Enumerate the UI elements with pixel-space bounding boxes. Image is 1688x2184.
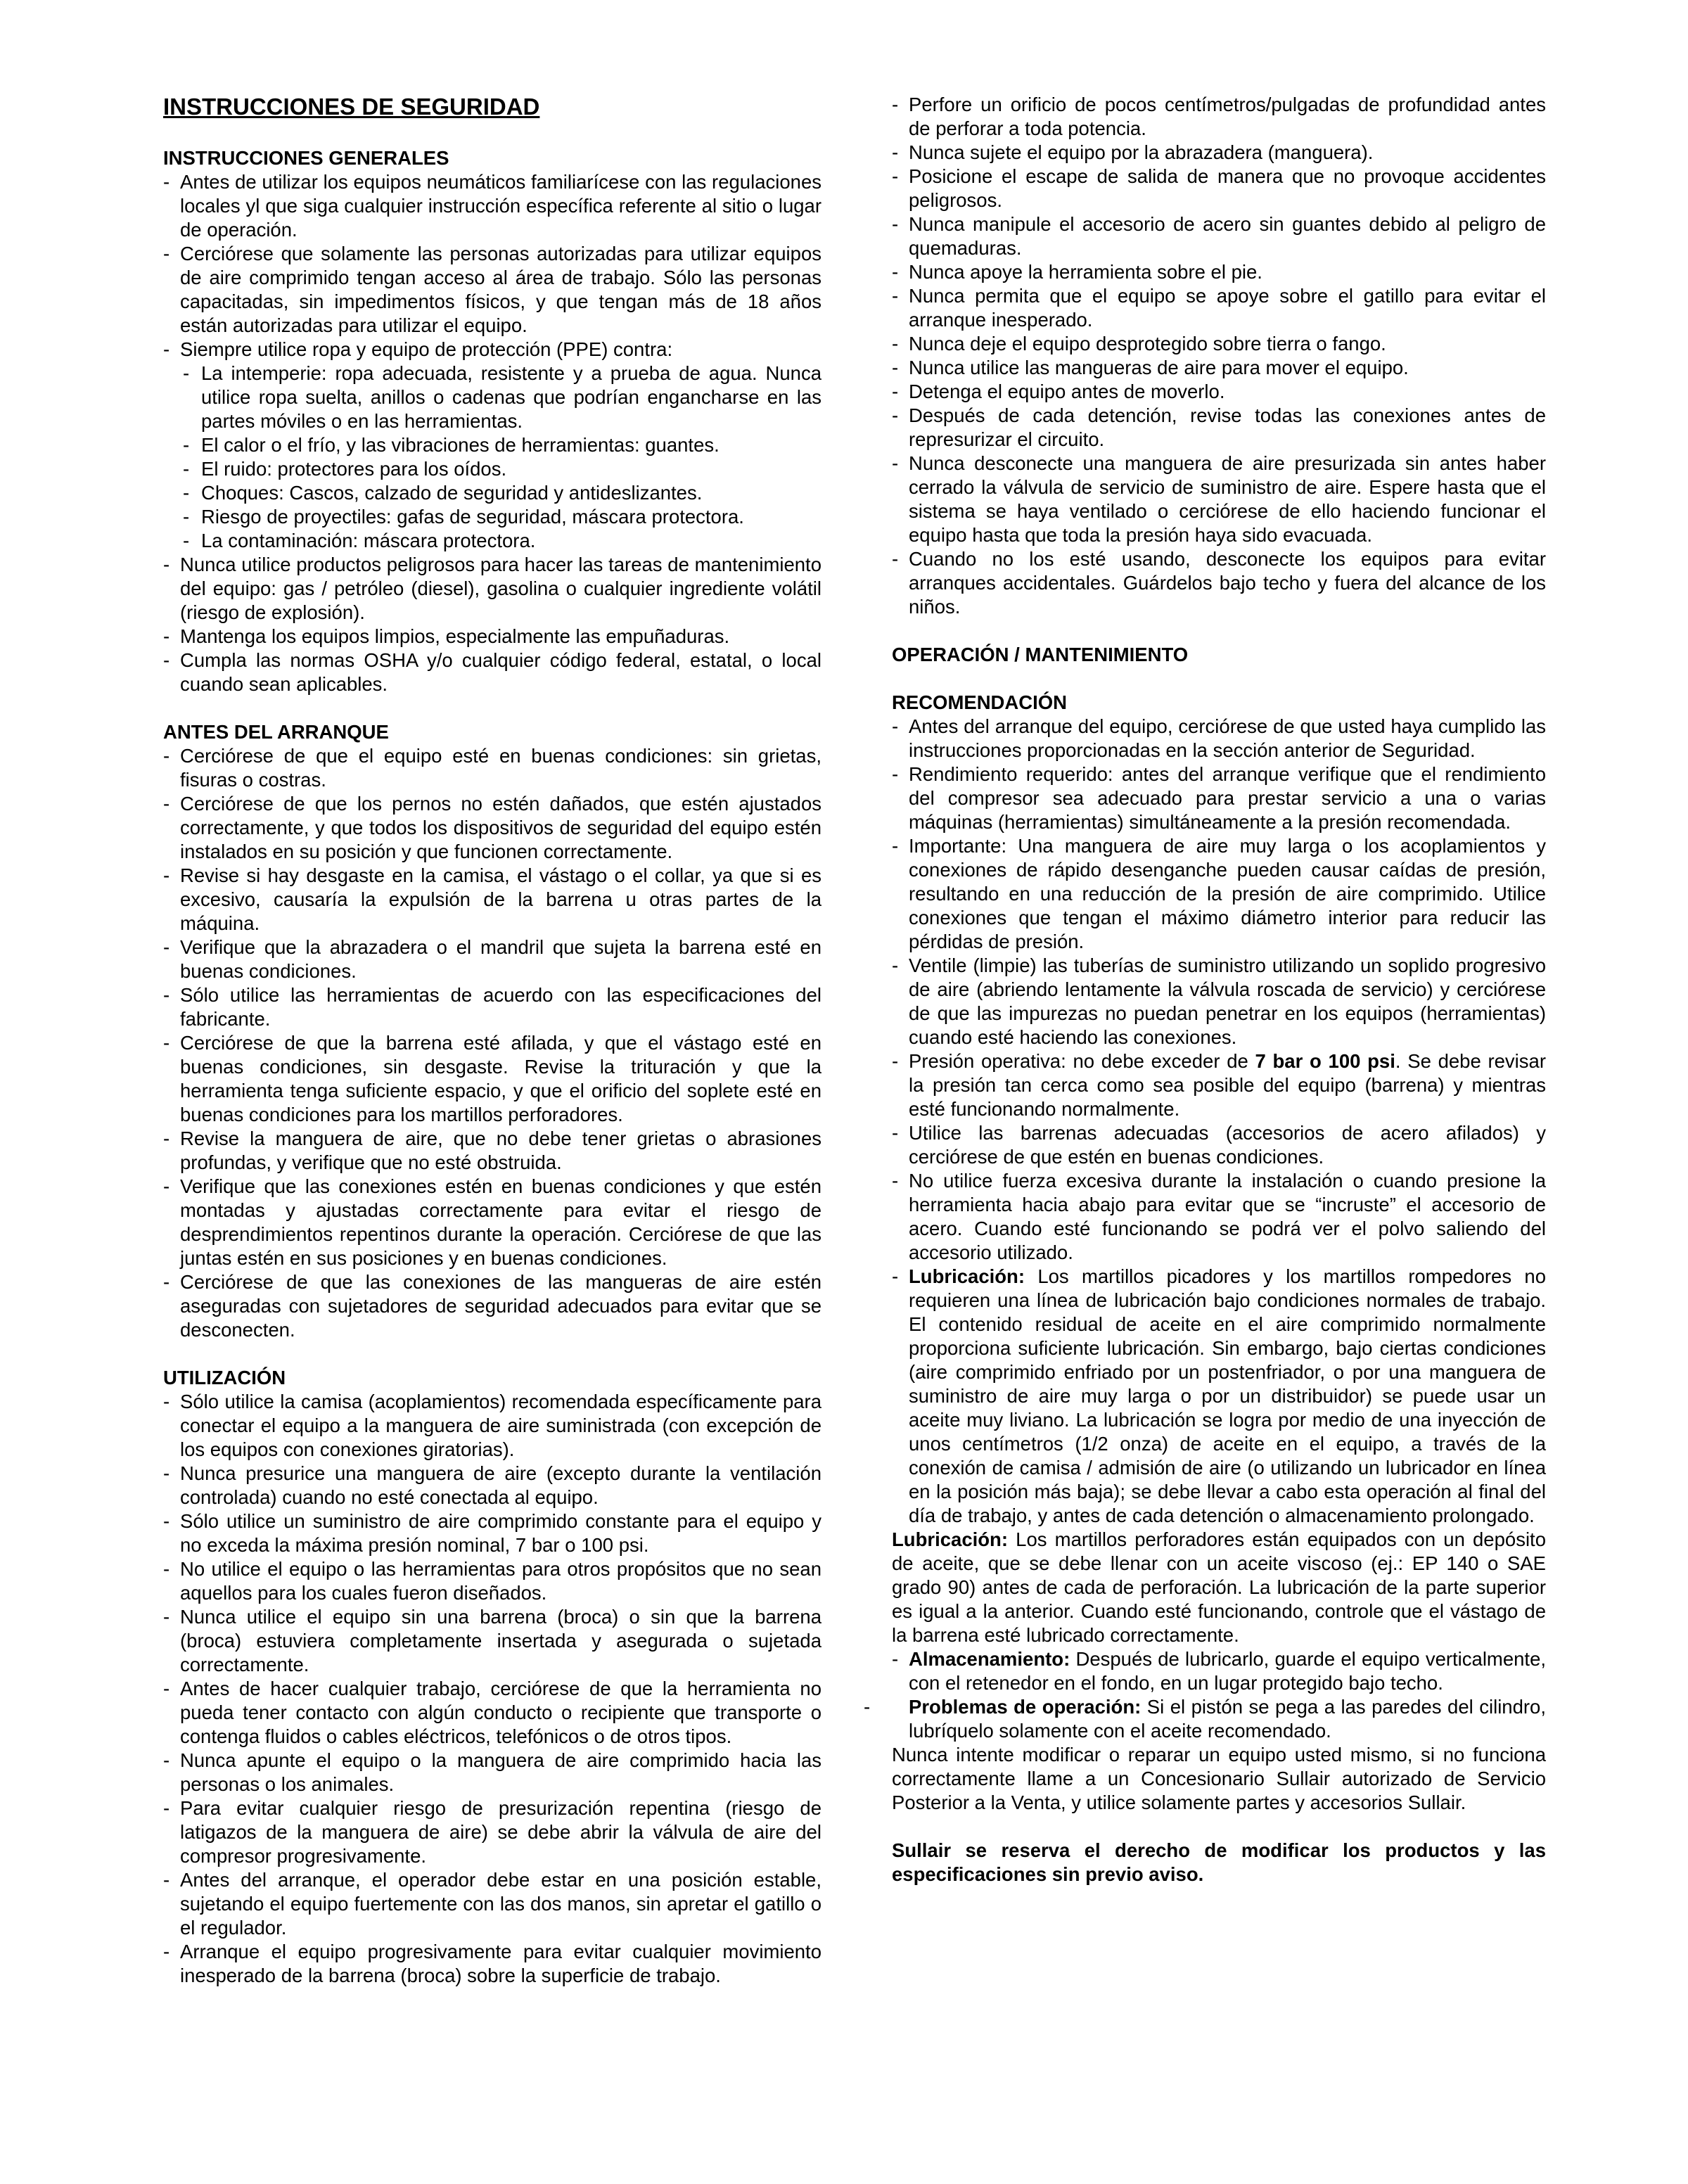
- list-item: [892, 1265, 1546, 1528]
- list-item: - Nunca manipule el accesorio de acero sin guantes debido al peligro de quemaduras.: [892, 212, 1546, 260]
- rights-notice: Sullair se reserva el derecho de modificar los productos y las especificaciones sin previo aviso.: [892, 1839, 1546, 1885]
- list-item: - Revise si hay desgaste en la camisa, el vástago o el collar, ya que si es excesivo, causaría la expulsión de la barrena u otras partes de la máquina.: [163, 864, 821, 935]
- list-item: - Cuando no los esté usando, desconecte los equipos para evitar arranques accidentales. Guárdelos bajo techo y fuera del alcance de los niños.: [892, 547, 1546, 619]
- list-item: - Perfore un orificio de pocos centímetros/pulgadas de profundidad antes de perforar a toda potencia.: [892, 93, 1546, 141]
- problems-label: Problemas de operación:: [909, 1696, 1142, 1718]
- ppe-item: - Riesgo de proyectiles: gafas de seguridad, máscara protectora.: [163, 505, 821, 529]
- use-heading: UTILIZACIÓN: [163, 1367, 286, 1388]
- list-item: - Nunca permita que el equipo se apoye sobre el gatillo para evitar el arranque inesperado.: [892, 284, 1546, 332]
- list-item: - Ventile (limpie) las tuberías de suministro utilizando un soplido progresivo de aire (abriendo lentamente la válvula roscada de servicio) y cerciórese de que las impurezas no puedan penetrar en los equipos (herramientas) cuando esté haciendo las conexiones.: [892, 954, 1546, 1049]
- list-item: [892, 1647, 1546, 1695]
- list-item: - No utilice fuerza excesiva durante la instalación o cuando presione la herramienta hacia abajo para evitar que se “incruste” el accesorio de acero. Cuando esté funcionando se podrá ver el polvo saliendo del accesorio utilizado.: [892, 1169, 1546, 1265]
- page-title: INSTRUCCIONES DE SEGURIDAD: [163, 94, 540, 120]
- before-start-heading: ANTES DEL ARRANQUE: [163, 721, 389, 743]
- list-item: - Cerciórese de que los pernos no estén dañados, que estén ajustados correctamente, y que todos los dispositivos de seguridad del equipo estén instalados en su posición y que funcionen correctamente.: [163, 792, 821, 864]
- list-item: [892, 1528, 1546, 1647]
- right-column: [892, 93, 1546, 1886]
- left-column: [163, 93, 821, 1988]
- list-item: - Importante: Una manguera de aire muy larga o los acoplamientos y conexiones de rápido desenganche pueden causar caídas de presión, resultando en una reducción de la presión de aire comprimido. Utilice conexiones que tengan el máximo diámetro interior para reducir las pérdidas de presión.: [892, 834, 1546, 954]
- list-item: - Antes de hacer cualquier trabajo, cerciórese de que la herramienta no pueda tener contacto con algún conducto o recipiente que transporte o contenga fluidos o cables eléctricos, telefónicos o de otros tipos.: [163, 1677, 821, 1749]
- list-item: - Cerciórese que solamente las personas autorizadas para utilizar equipos de aire comprimido tengan acceso al área de trabajo. Sólo las personas capacitadas, sin impedimentos físicos, y que tengan más de 18 años están autorizadas para utilizar el equipo.: [163, 242, 821, 338]
- list-item: - Verifique que la abrazadera o el mandril que sujeta la barrena esté en buenas condiciones.: [163, 935, 821, 983]
- storage-text: Después de lubricarlo, guarde el equipo verticalmente, con el retenedor en el fondo, en un lugar protegido bajo techo.: [909, 1648, 1546, 1694]
- list-item: - Después de cada detención, revise todas las conexiones antes de represurizar el circuito.: [892, 404, 1546, 452]
- list-item: - Verifique que las conexiones estén en buenas condiciones y que estén montadas y ajustadas correctamente para evitar el riesgo de desprendimientos repentinos durante la operación. Cerciórese de que las juntas estén en sus posiciones y en buenas condiciones.: [163, 1175, 821, 1270]
- list-item: - Arranque el equipo progresivamente para evitar cualquier movimiento inesperado de la barrena (broca) sobre la superficie de trabajo.: [163, 1940, 821, 1988]
- list-item: - Cerciórese de que el equipo esté en buenas condiciones: sin grietas, fisuras o costras.: [163, 744, 821, 792]
- list-item: - Utilice las barrenas adecuadas (accesorios de acero afilados) y cerciórese de que estén en buenas condiciones.: [892, 1121, 1546, 1169]
- recommendation-heading: RECOMENDACIÓN: [892, 691, 1068, 713]
- list-item: - Detenga el equipo antes de moverlo.: [892, 380, 1546, 404]
- list-item: - Cerciórese de que la barrena esté afilada, y que el vástago esté en buenas condiciones, sin desgaste. Revise la trituración y que la herramienta tenga suficiente espacio, y que el orificio del soplete esté en buenas condiciones para los martillos perforadores.: [163, 1031, 821, 1127]
- list-item: - Rendimiento requerido: antes del arranque verifique que el rendimiento del compresor sea adecuado para prestar servicio a una o varias máquinas (herramientas) simultáneamente a la presión recomendada.: [892, 762, 1546, 834]
- lubrication-label: Lubricación:: [909, 1265, 1025, 1287]
- ppe-item: - Choques: Cascos, calzado de seguridad y antideslizantes.: [163, 481, 821, 505]
- list-item: - Nunca desconecte una manguera de aire presurizada sin antes haber cerrado la válvula de servicio de suministro de aire. Espere hasta que el sistema se haya ventilado o cerciórese de ello haciendo funcionar el equipo hasta que toda la presión haya sido evacuada.: [892, 452, 1546, 547]
- list-item: - Nunca apunte el equipo o la manguera de aire comprimido hacia las personas o los animales.: [163, 1749, 821, 1796]
- lubrication-text: Los martillos picadores y los martillos rompedores no requieren una línea de lubricación bajo condiciones normales de trabajo. El contenido residual de aceite en el aire comprimido normalmente proporciona suficiente lubricación. Sin embargo, bajo ciertas condiciones (aire comprimido enfriado por un postenfriador, o por una manguera de suministro de aire muy larga o por un distribuidor) se puede usar un aceite muy liviano. La lubricación se logra por medio de una inyección de unos centímetros (1/2 onza) de aceite en el equipo, a través de la conexión de camisa / admisión de aire (o utilizando un lubricador en línea en la posición más baja); se debe llevar a cabo esta operación al final del día de trabajo, y antes de cada detención o almacenamiento prolongado.: [909, 1265, 1546, 1526]
- operation-heading: OPERACIÓN / MANTENIMIENTO: [892, 644, 1189, 665]
- list-item: - Nunca utilice las mangueras de aire para mover el equipo.: [892, 356, 1546, 380]
- list-item: - Antes de utilizar los equipos neumáticos familiarícese con las regulaciones locales yl que siga cualquier instrucción específica referente al sitio o lugar de operación.: [163, 170, 821, 242]
- ppe-item: - La intemperie: ropa adecuada, resistente y a prueba de agua. Nunca utilice ropa suelta, anillos o cadenas que podrían engancharse en las partes móviles o en las herramientas.: [163, 362, 821, 433]
- list-item: - Antes del arranque del equipo, cerciórese de que usted haya cumplido las instrucciones proporcionadas en la sección anterior de Seguridad.: [892, 715, 1546, 762]
- list-item: - Nunca deje el equipo desprotegido sobre tierra o fango.: [892, 332, 1546, 356]
- list-item: - Posicione el escape de salida de manera que no provoque accidentes peligrosos.: [892, 165, 1546, 212]
- list-item: - Para evitar cualquier riesgo de presurización repentina (riesgo de latigazos de la manguera de aire) se debe abrir la válvula de aire del compresor progresivamente.: [163, 1796, 821, 1868]
- before-start-list: [163, 744, 821, 1342]
- general-list: [163, 170, 821, 696]
- list-item: [892, 1695, 1546, 1743]
- use-list: [163, 1390, 821, 1988]
- list-item: - Sólo utilice un suministro de aire comprimido constante para el equipo y no exceda la máxima presión nominal, 7 bar o 100 psi.: [163, 1509, 821, 1557]
- problems-text: Si el pistón se pega a las paredes del cilindro, lubríquelo solamente con el aceite recomendado.: [909, 1696, 1546, 1742]
- ppe-item: - El calor o el frío, y las vibraciones de herramientas: guantes.: [163, 433, 821, 457]
- general-heading: INSTRUCCIONES GENERALES: [163, 147, 449, 169]
- list-item: - Mantenga los equipos limpios, especialmente las empuñaduras.: [163, 625, 821, 649]
- list-item: - Revise la manguera de aire, que no debe tener grietas o abrasiones profundas, y verifique que no esté obstruida.: [163, 1127, 821, 1175]
- ppe-item: - La contaminación: máscara protectora.: [163, 529, 821, 553]
- list-item: - Nunca apoye la herramienta sobre el pie.: [892, 260, 1546, 284]
- list-item: - Cumpla las normas OSHA y/o cualquier código federal, estatal, o local cuando sean aplicables.: [163, 649, 821, 696]
- lubrication2-text: Los martillos perforadores están equipados con un depósito de aceite, que se debe llenar con un aceite viscoso (ej.: EP 140 o SAE grado 90) antes de cada de perforación. La lubricación de la parte superior es igual a la anterior. Cuando esté funcionando, controle que el vástago de la barrena esté lubricado correctamente.: [892, 1528, 1546, 1646]
- storage-label: Almacenamiento:: [909, 1648, 1070, 1670]
- list-item: - Nunca presurice una manguera de aire (excepto durante la ventilación controlada) cuando no esté conectada al equipo.: [163, 1462, 821, 1509]
- list-item: [892, 1049, 1546, 1121]
- list-item: - Cerciórese de que las conexiones de las mangueras de aire estén aseguradas con sujetadores de seguridad adecuados para evitar que se desconecten.: [163, 1270, 821, 1342]
- list-item: - Antes del arranque, el operador debe estar en una posición estable, sujetando el equipo fuertemente con las dos manos, sin apretar el gatillo o el regulador.: [163, 1868, 821, 1940]
- lubrication2-label: Lubricación:: [892, 1528, 1009, 1550]
- list-item: - Sólo utilice las herramientas de acuerdo con las especificaciones del fabricante.: [163, 983, 821, 1031]
- closing-paragraph: Nunca intente modificar o reparar un equipo usted mismo, si no funciona correctamente llame a un Concesionario Sullair autorizado de Servicio Posterior a la Venta, y utilice solamente partes y accesorios Sullair.: [892, 1744, 1546, 1813]
- pressure-text-pre: Presión operativa: no debe exceder de: [909, 1050, 1255, 1072]
- list-item: - Siempre utilice ropa y equipo de protección (PPE) contra:: [163, 338, 821, 362]
- operation-list: [892, 715, 1546, 1743]
- list-item: - Nunca utilice productos peligrosos para hacer las tareas de mantenimiento del equipo: gas / petróleo (diesel), gasolina o cualquier ingrediente volátil (riesgo de explosión).: [163, 553, 821, 625]
- pressure-limit: 7 bar o 100 psi: [1255, 1050, 1395, 1072]
- list-item: - Nunca sujete el equipo por la abrazadera (manguera).: [892, 141, 1546, 165]
- list-item: - Nunca utilice el equipo sin una barrena (broca) o sin que la barrena (broca) estuviera completamente insertada y asegurada o sujetada correctamente.: [163, 1605, 821, 1677]
- ppe-item: - El ruido: protectores para los oídos.: [163, 457, 821, 481]
- list-item: - No utilice el equipo o las herramientas para otros propósitos que no sean aquellos para los cuales fueron diseñados.: [163, 1557, 821, 1605]
- pressure-text-post: . Se debe revisar la presión tan cerca como sea posible del equipo (barrena) y mientras esté funcionando normalmente.: [909, 1050, 1546, 1120]
- use-continued-list: [892, 93, 1546, 619]
- list-item: - Sólo utilice la camisa (acoplamientos) recomendada específicamente para conectar el equipo a la manguera de aire suministrada (con excepción de los equipos con conexiones giratorias).: [163, 1390, 821, 1462]
